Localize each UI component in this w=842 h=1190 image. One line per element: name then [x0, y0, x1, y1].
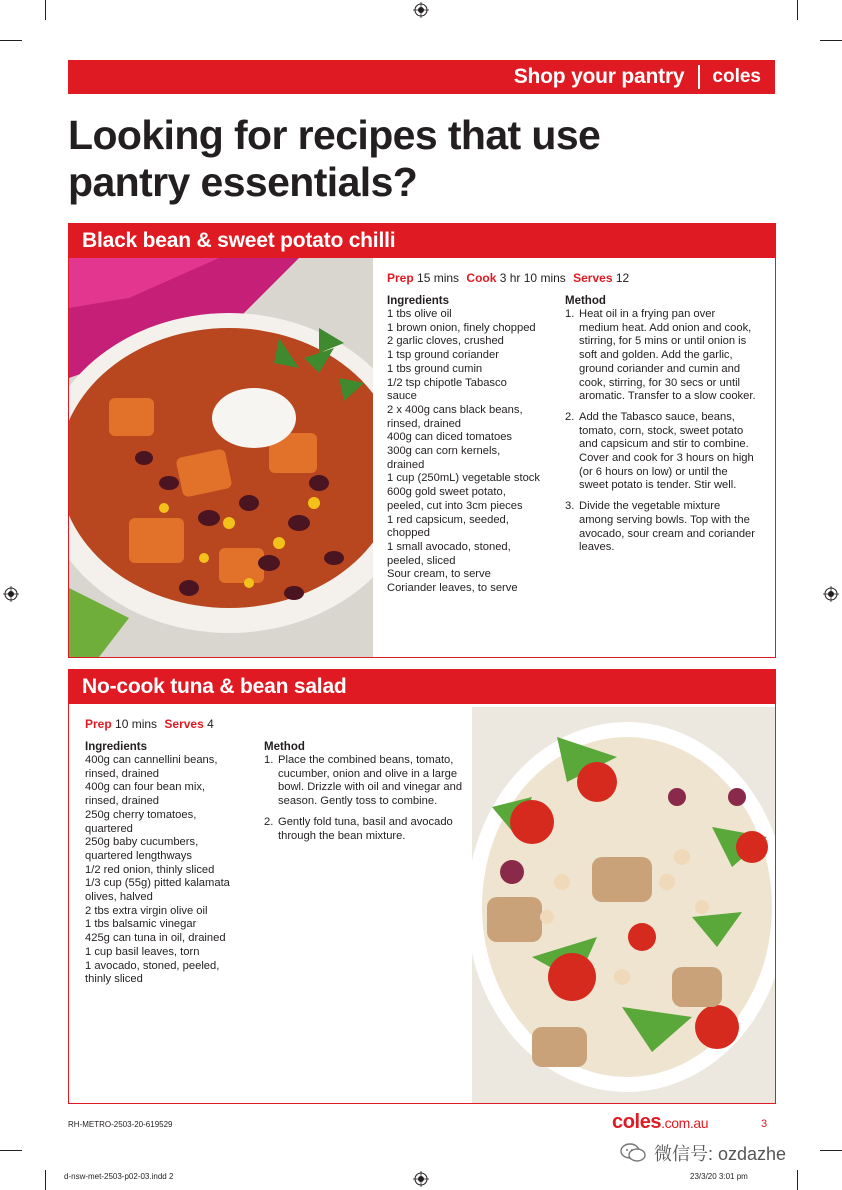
prep-label: Prep	[387, 271, 414, 285]
ingredient-item: quartered	[85, 822, 133, 835]
ingredient-item: 600g gold sweet potato,	[387, 486, 506, 499]
ingredient-item: rinsed, drained	[85, 767, 160, 780]
job-code: RH-METRO-2503-20-619529	[68, 1120, 173, 1129]
crop-mark	[797, 1170, 798, 1190]
method-step	[264, 754, 464, 809]
step-number: 2.	[264, 815, 274, 828]
ingredient-item: 300g can corn kernels,	[387, 445, 501, 458]
prep-value: 15 mins	[417, 271, 460, 285]
ingredient-item: 425g can tuna in oil, drained	[85, 932, 226, 945]
serves-value: 12	[615, 271, 630, 285]
prep-value: 10 mins	[115, 717, 158, 731]
ingredient-item: 250g cherry tomatoes,	[85, 808, 197, 821]
ingredient-item: 1 tbs ground cumin	[387, 362, 483, 375]
ingredient-item: Coriander leaves, to serve	[387, 582, 518, 595]
crop-mark	[797, 0, 798, 20]
recipe-title: No-cook tuna & bean salad	[69, 670, 775, 704]
ingredient-item: rinsed, drained	[387, 417, 462, 430]
date-slug: 23/3/20 3:01 pm	[690, 1172, 748, 1181]
registration-mark-icon	[413, 2, 429, 18]
page-title-line-1: Looking for recipes that use	[68, 112, 601, 158]
ingredients-heading: Ingredients	[85, 741, 147, 753]
wechat-id: 微信号: ozdazhe	[654, 1144, 787, 1164]
crop-mark	[45, 1170, 46, 1190]
ingredient-item: peeled, cut into 3cm pieces	[387, 499, 523, 512]
file-slug: d-nsw-met-2503-p02-03.indd 2	[64, 1172, 174, 1181]
brand-logo: coles	[712, 66, 761, 87]
method-section	[565, 295, 757, 562]
crop-mark	[45, 0, 46, 20]
recipe-meta	[387, 271, 633, 285]
registration-mark-icon	[413, 1171, 429, 1187]
step-number: 1.	[565, 308, 575, 320]
wechat-watermark	[620, 1140, 786, 1166]
ingredient-item: chopped	[387, 527, 430, 540]
footer-brand-name: coles	[612, 1111, 662, 1133]
page-title	[68, 112, 748, 206]
recipe-title: Black bean & sweet potato chilli	[69, 224, 775, 258]
ingredient-item: 400g can four bean mix,	[85, 781, 206, 794]
ingredient-item: 1 cup basil leaves, torn	[85, 945, 200, 958]
page-number: 3	[761, 1118, 768, 1130]
ingredient-item: 400g can cannellini beans,	[85, 754, 218, 766]
ingredient-item: quartered lengthways	[85, 849, 192, 862]
ingredient-item: 1 avocado, stoned, peeled,	[85, 959, 220, 972]
ingredient-item: thinly sliced	[85, 973, 143, 986]
method-heading: Method	[264, 741, 305, 753]
ingredients-section	[387, 295, 559, 596]
ingredient-item: 1 tbs balsamic vinegar	[85, 918, 197, 931]
step-text: Gently fold tuna, basil and avocado through the bean mixture.	[278, 815, 453, 842]
serves-label: Serves	[573, 271, 613, 285]
tuna-salad-photo	[472, 707, 775, 1103]
crop-mark	[820, 40, 842, 41]
crop-mark	[0, 1150, 22, 1151]
footer-brand-domain: .com.au	[661, 1115, 709, 1131]
ingredients-list	[387, 308, 559, 596]
method-step	[565, 308, 757, 404]
ingredient-item: olives, halved	[85, 891, 153, 904]
ingredient-item: 1/2 red onion, thinly sliced	[85, 863, 215, 876]
prep-label: Prep	[85, 717, 112, 731]
ingredients-list	[85, 754, 257, 987]
method-section	[264, 741, 464, 850]
method-step	[565, 500, 757, 555]
crop-mark	[0, 40, 22, 41]
step-number: 2.	[565, 410, 575, 423]
step-number: 1.	[264, 754, 274, 766]
wechat-icon	[620, 1142, 646, 1164]
method-list	[264, 754, 464, 843]
ingredient-item: peeled, sliced	[387, 554, 456, 567]
step-text: Place the combined beans, tomato, cucumber, onion and olive in a large bowl. Drizzle with oil and vinegar and season. Gently toss to combine.	[278, 754, 463, 808]
ingredient-item: 1 tsp ground coriander	[387, 349, 499, 362]
ingredient-item: 400g can diced tomatoes	[387, 431, 513, 444]
ingredients-heading: Ingredients	[387, 295, 449, 307]
ingredient-item: drained	[387, 458, 425, 471]
footer-brand[interactable]	[612, 1111, 708, 1134]
method-heading: Method	[565, 295, 606, 307]
ingredient-item: 1 brown onion, finely chopped	[387, 321, 536, 334]
ingredient-item: 2 garlic cloves, crushed	[387, 335, 504, 348]
serves-label: Serves	[164, 717, 204, 731]
cook-label: Cook	[466, 271, 497, 285]
ingredient-item: sauce	[387, 390, 417, 403]
step-text: Heat oil in a frying pan over medium heat. Add onion and cook, stirring, for 5 mins or until onion is soft and golden. Add the garlic, ground coriander and cumin and cook, stirring, for 30 secs or until aromatic. Transfer to a slow cooker.	[579, 308, 756, 403]
ingredient-item: 250g baby cucumbers,	[85, 836, 199, 849]
ingredient-item: 1 cup (250mL) vegetable stock	[387, 472, 540, 485]
chilli-photo	[69, 258, 373, 657]
recipe-card-tuna	[68, 669, 776, 1104]
method-list	[565, 308, 757, 555]
method-step	[264, 816, 464, 843]
cook-value: 3 hr 10 mins	[499, 271, 566, 285]
ingredient-item: Sour cream, to serve	[387, 568, 491, 581]
crop-mark	[820, 1150, 842, 1151]
registration-mark-icon	[823, 586, 839, 602]
ingredient-item: 1 red capsicum, seeded,	[387, 513, 509, 526]
header-bar	[68, 60, 775, 94]
serves-value: 4	[207, 717, 214, 731]
step-text: Add the Tabasco sauce, beans, tomato, corn, stock, sweet potato and capsicum and stir to combine. Cover and cook for 3 hours on high (or 6 hours on low) or until the sweet potato is tender. Stir well.	[579, 410, 754, 492]
page-title-line-2: pantry essentials?	[68, 159, 418, 205]
recipe-meta	[85, 717, 218, 731]
ingredients-section	[85, 741, 257, 987]
step-number: 3.	[565, 500, 575, 513]
ingredient-item: 2 tbs extra virgin olive oil	[85, 904, 208, 917]
header-divider	[698, 65, 700, 89]
registration-mark-icon	[3, 586, 19, 602]
shop-your-pantry-label: Shop your pantry	[513, 65, 685, 88]
ingredient-item: 1 small avocado, stoned,	[387, 540, 511, 553]
ingredient-item: rinsed, drained	[85, 795, 160, 808]
ingredient-item: 1 tbs olive oil	[387, 308, 452, 320]
step-text: Divide the vegetable mixture among serving bowls. Top with the avocado, sour cream and coriander leaves.	[579, 500, 755, 554]
ingredient-item: 1/2 tsp chipotle Tabasco	[387, 376, 507, 389]
method-step	[565, 411, 757, 493]
ingredient-item: 1/3 cup (55g) pitted kalamata	[85, 877, 230, 890]
recipe-card-chilli	[68, 223, 776, 658]
ingredient-item: 2 x 400g cans black beans,	[387, 403, 523, 416]
